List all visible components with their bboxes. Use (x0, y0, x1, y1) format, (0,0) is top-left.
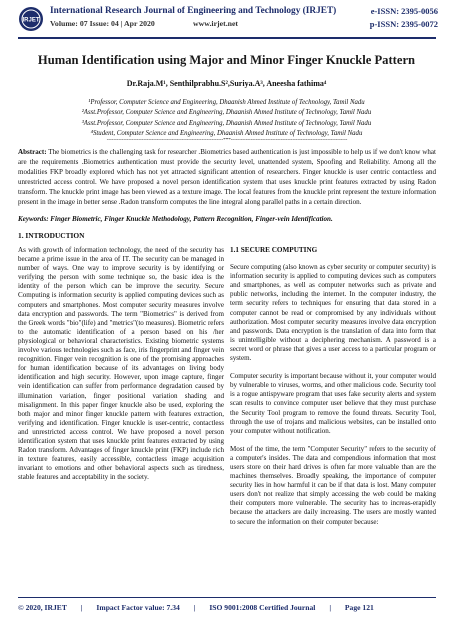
abstract-text: The biometrics is the challenging task for researcher .Biometrics based authentication is just impossible to help us if we don't know what are the requirements .Biometrics authentication must provide the security level, unattended system, Spoofing and Reliability. Among all the modalities FKP broadly explored which has not yet attracted significant attention of researchers. Finger knuckle is user centric contactless and unrestricted access control. We have proposed a novel person identification system that uses knuckle print features extracted by using Radon transform. The knuckle print image has been viewed as a texture image. The local features from the knuckle print represent the texture information present in the image in better sense .Radon transform computes the line integral along parallel paths in a certain direction. (18, 148, 436, 206)
journal-website: www.irjet.net (193, 19, 239, 28)
right-column (230, 246, 436, 536)
footer-iso: ISO 9001:2008 Certified Journal (209, 603, 316, 612)
affiliation-3: ³Asst.Professor, Computer Science and Engineering, Dhaanish Ahmed Institute of Technology, Tamil Nadu (81, 119, 372, 127)
footer-page: Page 121 (344, 603, 374, 612)
journal-header (18, 6, 438, 36)
secure-paragraph-2: Computer security is important because without it, your computer would by vulnerable to viruses, worms, and other malicious code. Security tool is a rogue antispyware program that uses fake security alerts and system scan results to convince computer user believe that they must purchase the Security Tool program to remove the found threats. Security Tool, through the use of trojans and malicious websites, can be installed onto your computer without notification. (230, 372, 436, 435)
logo-text: IRJET (22, 17, 40, 24)
page-footer (18, 603, 436, 612)
affiliation-1: ¹Professor, Computer Science and Engineering, Dhaanish Ahmed Institute of Technology, Tamil Nadu (88, 99, 365, 106)
journal-title: International Research Journal of Engineering and Technology (IRJET) (50, 6, 337, 16)
affiliation-2: ²Asst.Professor, Computer Science and Engineering, Dhaanish Ahmed Institute of Technology, Tamil Nadu (81, 109, 372, 117)
affiliations (10, 98, 443, 140)
e-issn: e-ISSN: 2395-0056 (370, 6, 438, 16)
section-heading-introduction: 1. INTRODUCTION (18, 231, 85, 240)
footer-rule (18, 597, 436, 598)
footer-sep: | (80, 603, 83, 612)
abstract-label: Abstract: (18, 148, 47, 156)
p-issn: p-ISSN: 2395-0072 (369, 19, 438, 29)
subsection-heading-secure-computing: 1.1 SECURE COMPUTING (230, 246, 318, 254)
footer-copyright: © 2020, IRJET (18, 603, 67, 612)
affiliation-4: ⁴Student, Computer Science and Engineering, Dhaanish Ahmed Institute of Technology, Tamil Nadu (90, 130, 363, 138)
irjet-logo (18, 6, 44, 32)
section-divider (18, 138, 436, 143)
secure-paragraph-3: Most of the time, the term "Computer Security" refers to the security of a computer's insides. The data and compendious information that most users store on their hard drives is often far more valuable than are the machines themselves. Broadly speaking, the importance of computer security lies in how harmful it can be if that data is lost. Many computer users don't not realize that simply accessing the web could be making their computers more vulnerable. The security has to increas-erapidly because the attackers are daily increasing. The users are mostly wanted to secure the information on their computer because: (230, 444, 436, 526)
footer-impact: Impact Factor value: 7.34 (96, 603, 180, 612)
keywords: Keywords: Finger Biometric, Finger Knuckle Methodology, Pattern Recognition, Finger-vein Identification. (18, 215, 333, 223)
left-column (18, 246, 224, 491)
footer-sep: | (329, 603, 332, 612)
intro-paragraph-1: As with growth of information technology, the need of the security has became a prime issue in the area of IT. The security can be managed in number of ways. One way to improve security is by identifying or verifying the person with some technique so, the basic idea is the identity of the person which can be improve the security. Secure Computing is information security is applied computing devices such as computers and smartphones. Most computer security measures involve data encryption and passwords. The term "Biometrics" is derived from the Greek words "bio"(life) and "metrics"(to measures). Biometric refers to the automatic identification of a person based on his /her physiological or behavioral characteristics. Existing biometric systems involve various technologies such as face, iris fingerprint and finger vein recognition. Finger vein recognition is one of the promising approaches for human identification because of its advantages on living body identification and high security. However, upon image capture, finger vein identification can suffer from performance degradation caused by illumination variation, finger positional variation shading and misalignment. In this paper finger knuckle also be used, exploring the both major and minor finger knuckle pattern with features extraction, verifying and identification. Finger knuckle is user-centric, contactless and unrestricted access control. We have proposed a novel person identification system that uses knuckle print features extracted by using Radon transform. Advantages of finger knuckle print (FKP) include rich in texture features, easily accessible, contactless image acquisition invariant to emotions and other behavioral aspects such as tiredness, stable features and acceptability in the society. (18, 246, 224, 482)
volume-issue: Volume: 07 Issue: 04 | Apr 2020 (50, 19, 155, 28)
footer-sep: | (193, 603, 196, 612)
abstract (18, 147, 436, 207)
divider-text: ----------------------------------------------------------------------***---------------------------------------------------------------------- (18, 138, 436, 144)
paper-authors: Dr.Raja.M¹, Senthilprabhu.S²,Suriya.A³, Aneesha fathima⁴ (126, 79, 327, 88)
secure-paragraph-1: Secure computing (also known as cyber security or computer security) is information security is applied to computing devices such as computers and smartphones, as well as computer networks such as private and public networks, including the internet. In the computer industry, the term security refers to techniques for ensuring that data stored in a computer cannot be read or compromised by any individuals without authorization. Most computer security measures involve data encryption and passwords. Data encryption is the translation of data into form that is unintelligible without a deciphering mechanism. A password is a secret word or phrase that gives a user access to a particular program or system. (230, 263, 436, 363)
paper-title: Human Identification using Major and Minor Finger Knuckle Pattern (37, 53, 416, 67)
header-rule (18, 37, 436, 39)
